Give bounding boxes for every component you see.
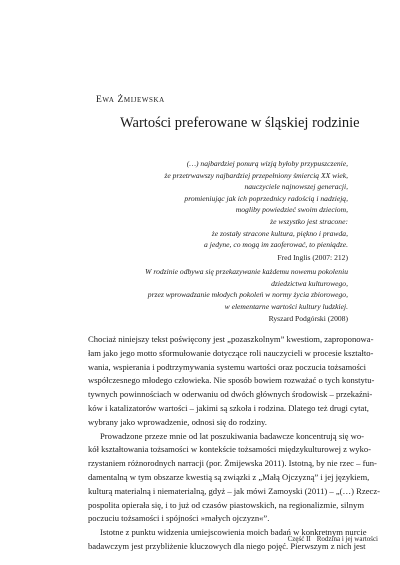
epigraph-line: nauczyciele najnowszej generacji, <box>244 182 348 192</box>
epigraph-line: przez wprowadzanie młodych pokoleń w normy życia zbiorowego, <box>147 290 348 300</box>
epigraph-line: mogliby powiedzieć swoim dzieciom, <box>235 205 348 215</box>
paragraph-2 <box>88 430 381 527</box>
text-line: Prowadzone przeze mnie od lat poszukiwania badawcze koncentrują się wo- <box>100 430 364 441</box>
text-line: pospolita opierała się, i to już od czasów piastowskich, na regionalizmie, silnym <box>88 499 364 510</box>
epigraph-line: że przetrwawszy najbardziej przepełniony śmiercią XX wiek, <box>164 170 348 180</box>
text-line: tywnych powinnościach w oderwaniu od dwóch głównych środowisk – przekaźni- <box>88 389 373 400</box>
running-footer <box>288 535 378 543</box>
author-name: Ewa Żmijewska <box>96 95 165 105</box>
text-line: współczesnego młodego człowieka. Nie sposób bowiem rozważać o tych konstytu- <box>88 375 375 386</box>
text-line: kół kształtowania tożsamości w kontekście tożsamości międzykulturowej z wyko- <box>88 444 372 455</box>
epigraph-line: że zostały stracone kultura, piękno i prawda, <box>211 228 348 238</box>
text-line: Chociaż niniejszy tekst poświęcony jest „pozaszkolnym” kwestiom, zaproponowa- <box>88 334 374 344</box>
text-line: damentalną w tym obszarze kwestią są związki z „Małą Ojczyzną” i jej językiem, <box>88 471 370 482</box>
epigraph-line: w elementarne wartości kultury ludzkiej. <box>224 301 348 311</box>
epigraph-1 <box>98 158 348 263</box>
body-text <box>88 333 381 554</box>
text-line: wania, wspierania i podtrzymywania systemu wartości oraz poczucia tożsamości <box>88 361 367 372</box>
text-line: poczuciu tożsamości i spójności »małych ojczyzn«”. <box>88 513 270 524</box>
epigraph-line: dziedzictwa kulturowego, <box>271 278 348 288</box>
epigraph-line: a jedyne, co mogą im zaoferować, to pieniądze. <box>204 240 348 250</box>
chapter-title: Wartości preferowane w śląskiej rodzinie <box>120 115 360 131</box>
text-line: kulturą materialną i niematerialną, gdyż – jak mówi Zamoyski (2011) – „(…) Rzecz- <box>88 485 381 496</box>
footer-section: Rodzina i jej wartości <box>316 535 378 543</box>
text-line: rzystaniem różnorodnych narracji (por. Żmijewska 2011). Istotną, by nie rzec – fun- <box>88 458 377 469</box>
epigraph-line: że wszystko jest stracone: <box>270 216 348 226</box>
epigraph-2 <box>98 266 348 325</box>
epigraph-line: (…) najbardziej ponurą wizją byłoby przypuszczenie, <box>186 159 348 168</box>
paragraph-1 <box>88 333 375 430</box>
text-line: wybrany jako wprowadzenie, odnosi się do rodziny. <box>88 416 267 427</box>
footer-part: Część II <box>287 535 311 543</box>
epigraph-source: Fred Inglis (2007: 212) <box>277 252 348 262</box>
epigraph-line: W rodzinie odbywa się przekazywanie każdemu nowemu pokoleniu <box>145 267 348 276</box>
text-line: ków i katalizatorów wartości – jakimi są szkoła i rodzina. Dlatego też drugi cytat, <box>88 402 369 413</box>
text-line: łam jako jego motto sformułowanie dotyczące roli nauczycieli w procesie kształto- <box>88 347 374 358</box>
text-line: badawczym jest przybliżenie kluczowych dla niego pojęć. Pierwszym z nich jest <box>88 540 366 551</box>
text-line: Istotne z punktu widzenia umiejscowienia moich badań w konkretnym nurcie <box>100 527 367 538</box>
epigraph-line: promieniując jak ich poprzednicy radością i nadzieją, <box>184 193 348 203</box>
epigraph-source: Ryszard Podgórski (2008) <box>268 314 348 324</box>
